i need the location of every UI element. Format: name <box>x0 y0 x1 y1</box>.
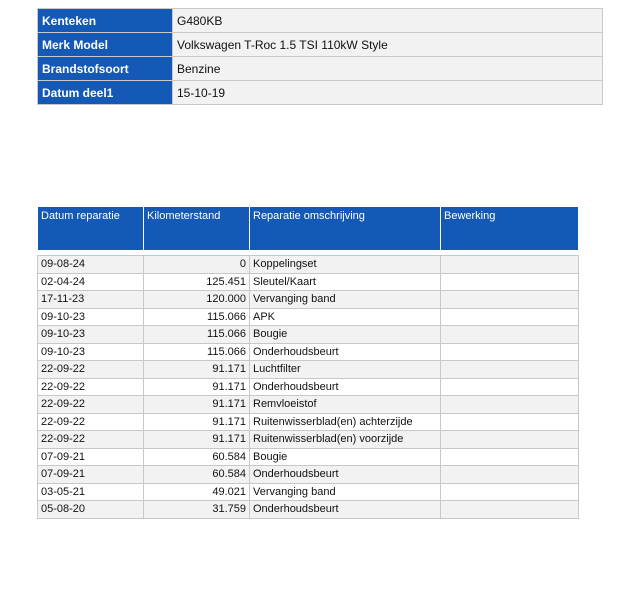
repair-action-cell <box>441 273 579 291</box>
repair-description-cell: Bougie <box>250 326 441 344</box>
header-action: Bewerking <box>441 207 579 251</box>
repair-action-cell <box>441 378 579 396</box>
table-row <box>38 361 579 379</box>
repair-km-cell: 60.584 <box>144 448 250 466</box>
vehicle-field-value: Benzine <box>173 57 603 81</box>
table-row <box>38 308 579 326</box>
vehicle-field-label: Datum deel1 <box>38 81 173 105</box>
repair-date-cell: 09-10-23 <box>38 308 144 326</box>
repair-date-cell: 05-08-20 <box>38 501 144 519</box>
repair-date-cell: 22-09-22 <box>38 378 144 396</box>
repair-description-cell: Ruitenwisserblad(en) achterzijde <box>250 413 441 431</box>
repair-km-cell: 91.171 <box>144 413 250 431</box>
repair-date-cell: 03-05-21 <box>38 483 144 501</box>
repair-km-cell: 115.066 <box>144 326 250 344</box>
repair-description-cell: Onderhoudsbeurt <box>250 501 441 519</box>
repair-description-cell: Sleutel/Kaart <box>250 273 441 291</box>
table-row <box>38 273 579 291</box>
repair-action-cell <box>441 431 579 449</box>
repair-km-cell: 31.759 <box>144 501 250 519</box>
table-row <box>38 291 579 309</box>
repair-km-cell: 91.171 <box>144 378 250 396</box>
repair-action-cell <box>441 361 579 379</box>
table-row <box>38 256 579 274</box>
header-date: Datum reparatie <box>38 207 144 251</box>
repair-date-cell: 22-09-22 <box>38 361 144 379</box>
repair-date-cell: 09-08-24 <box>38 256 144 274</box>
repair-header-row <box>38 207 579 251</box>
vehicle-field-row <box>38 33 603 57</box>
header-km: Kilometerstand <box>144 207 250 251</box>
repair-date-cell: 07-09-21 <box>38 466 144 484</box>
repair-km-cell: 115.066 <box>144 308 250 326</box>
repair-description-cell: Koppelingset <box>250 256 441 274</box>
repair-action-cell <box>441 396 579 414</box>
repair-description-cell: Luchtfilter <box>250 361 441 379</box>
vehicle-field-row <box>38 81 603 105</box>
repair-history-table <box>37 206 579 519</box>
table-row <box>38 378 579 396</box>
repair-description-cell: APK <box>250 308 441 326</box>
vehicle-field-label: Kenteken <box>38 9 173 33</box>
repair-action-cell <box>441 343 579 361</box>
repair-description-cell: Vervanging band <box>250 291 441 309</box>
repair-km-cell: 91.171 <box>144 361 250 379</box>
table-row <box>38 466 579 484</box>
table-row <box>38 483 579 501</box>
vehicle-field-value: G480KB <box>173 9 603 33</box>
repair-description-cell: Onderhoudsbeurt <box>250 343 441 361</box>
repair-description-cell: Onderhoudsbeurt <box>250 466 441 484</box>
table-row <box>38 413 579 431</box>
repair-action-cell <box>441 501 579 519</box>
repair-km-cell: 125.451 <box>144 273 250 291</box>
repair-action-cell <box>441 326 579 344</box>
table-row <box>38 343 579 361</box>
repair-action-cell <box>441 291 579 309</box>
vehicle-field-value: Volkswagen T-Roc 1.5 TSI 110kW Style <box>173 33 603 57</box>
vehicle-info-table <box>37 8 603 105</box>
repair-date-cell: 22-09-22 <box>38 396 144 414</box>
vehicle-field-row <box>38 57 603 81</box>
repair-description-cell: Remvloeistof <box>250 396 441 414</box>
repair-date-cell: 22-09-22 <box>38 413 144 431</box>
repair-action-cell <box>441 413 579 431</box>
repair-description-cell: Ruitenwisserblad(en) voorzijde <box>250 431 441 449</box>
header-description: Reparatie omschrijving <box>250 207 441 251</box>
repair-action-cell <box>441 308 579 326</box>
repair-action-cell <box>441 448 579 466</box>
repair-km-cell: 91.171 <box>144 396 250 414</box>
repair-km-cell: 120.000 <box>144 291 250 309</box>
table-row <box>38 431 579 449</box>
repair-date-cell: 22-09-22 <box>38 431 144 449</box>
table-row <box>38 396 579 414</box>
vehicle-field-row <box>38 9 603 33</box>
repair-action-cell <box>441 466 579 484</box>
repair-date-cell: 09-10-23 <box>38 326 144 344</box>
vehicle-field-label: Merk Model <box>38 33 173 57</box>
repair-date-cell: 07-09-21 <box>38 448 144 466</box>
repair-km-cell: 0 <box>144 256 250 274</box>
repair-description-cell: Onderhoudsbeurt <box>250 378 441 396</box>
repair-date-cell: 17-11-23 <box>38 291 144 309</box>
repair-date-cell: 02-04-24 <box>38 273 144 291</box>
repair-description-cell: Bougie <box>250 448 441 466</box>
table-row <box>38 501 579 519</box>
table-row <box>38 326 579 344</box>
table-row <box>38 448 579 466</box>
repair-km-cell: 115.066 <box>144 343 250 361</box>
repair-km-cell: 91.171 <box>144 431 250 449</box>
repair-km-cell: 60.584 <box>144 466 250 484</box>
repair-description-cell: Vervanging band <box>250 483 441 501</box>
repair-action-cell <box>441 256 579 274</box>
vehicle-field-label: Brandstofsoort <box>38 57 173 81</box>
repair-action-cell <box>441 483 579 501</box>
vehicle-field-value: 15-10-19 <box>173 81 603 105</box>
repair-km-cell: 49.021 <box>144 483 250 501</box>
repair-date-cell: 09-10-23 <box>38 343 144 361</box>
